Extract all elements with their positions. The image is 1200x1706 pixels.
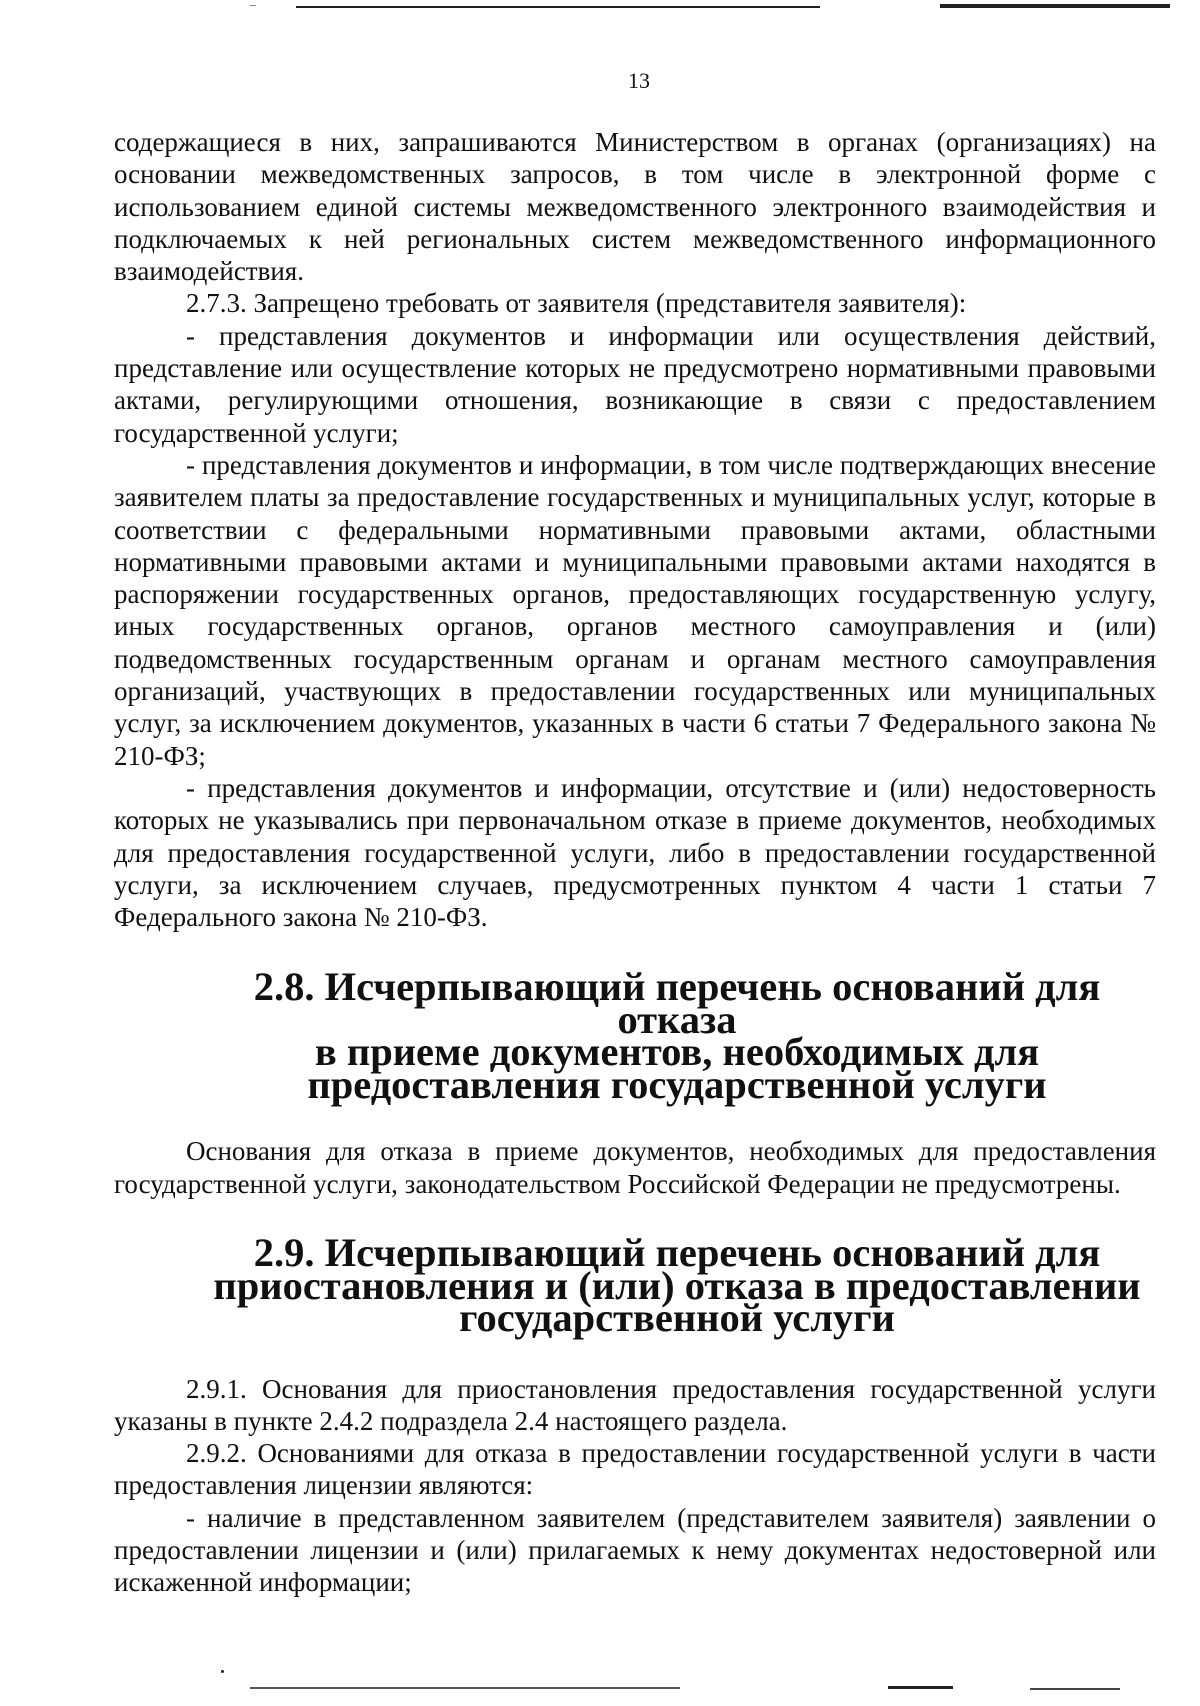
scan-artifact-bottom-line-right — [1030, 1688, 1120, 1690]
paragraph-continuation: содержащиеся в них, запрашиваются Министерством в органах (организациях) на основании межведомственных запросов, в том числе в электронной форме с использованием единой системы межведомственного электронного взаимодействия и подключаемых к ней региональных систем межведомственного информационного взаимодействия. — [114, 127, 1156, 287]
heading-line: в приеме документов, необходимых для — [314, 1029, 1040, 1075]
scan-artifact-top-line — [296, 6, 820, 8]
paragraph-2-9-2: 2.9.2. Основаниями для отказа в предоставлении государственной услуги в части предоставления лицензии являются: — [114, 1438, 1156, 1501]
section-heading-2-9 — [114, 1230, 1156, 1341]
scan-artifact-bottom-line-mid — [888, 1686, 953, 1689]
scan-artifact-bottom-line — [250, 1687, 680, 1689]
scan-artifact-top-line-right — [940, 4, 1170, 8]
heading-line: государственной услуги — [459, 1295, 895, 1341]
list-item-prohibition-2: - представления документов и информации, в том числе подтверждающих внесение заявителем платы за предоставление государственных и муниципальных услуг, которые в соответствии с федеральными нормативными правовыми актами, областными нормативными правовыми актами и муниципальными правовыми актами находятся в распоряжении государственных органов, предоставляющих государственную услугу, иных государственных органов, органов местного самоуправления и (или) подведомственных государственным органам и органам местного самоуправления организаций, участвующих в предоставлении государственных или муниципальных услуг, за исключением документов, указанных в части 6 статьи 7 Федерального закона № 210-ФЗ; — [114, 449, 1156, 771]
list-item-refusal-ground-1: - наличие в представленном заявителем (представителем заявителя) заявлении о предоставлении лицензии и (или) прилагаемых к нему документах недостоверной или искаженной информации; — [114, 1502, 1156, 1598]
list-item-prohibition-1: - представления документов и информации или осуществления действий, представление или осуществление которых не предусмотрено нормативными правовыми актами, регулирующими отношения, возникающие в связи с предоставлением государственной услуги; — [114, 320, 1156, 448]
heading-line: предоставления государственной услуги — [307, 1061, 1047, 1107]
paragraph-2-7-3: 2.7.3. Запрещено требовать от заявителя (представителя заявителя): — [186, 288, 967, 319]
document-body — [114, 126, 1156, 1599]
list-item-prohibition-3: - представления документов и информации, отсутствие и (или) недостоверность которых не указывались при первоначальном отказе в приеме документов, необходимых для предоставления государственной услуги, либо в предоставлении государственной услуги, за исключением случаев, предусмотренных пунктом 4 части 1 статьи 7 Федерального закона № 210-ФЗ. — [114, 772, 1156, 933]
scan-artifact-bottom-dot — [221, 1670, 224, 1673]
heading-line: 2.9. Исчерпывающий перечень оснований для — [253, 1230, 1101, 1276]
paragraph-2-9-1: 2.9.1. Основания для приостановления предоставления государственной услуги указаны в пункте 2.4.2 подраздела 2.4 настоящего раздела. — [114, 1373, 1156, 1436]
heading-line: 2.8. Исчерпывающий перечень оснований для отказа — [253, 964, 1101, 1042]
paragraph-2-8-body: Основания для отказа в приеме документов, необходимых для предоставления государственной услуги, законодательством Российской Федерации не предусмотрены. — [114, 1136, 1156, 1199]
scan-artifact-top-dot — [250, 5, 256, 6]
heading-line: приостановления и (или) отказа в предоставлении — [213, 1262, 1141, 1308]
page-number: 13 — [628, 68, 650, 93]
section-heading-2-8 — [114, 964, 1156, 1107]
